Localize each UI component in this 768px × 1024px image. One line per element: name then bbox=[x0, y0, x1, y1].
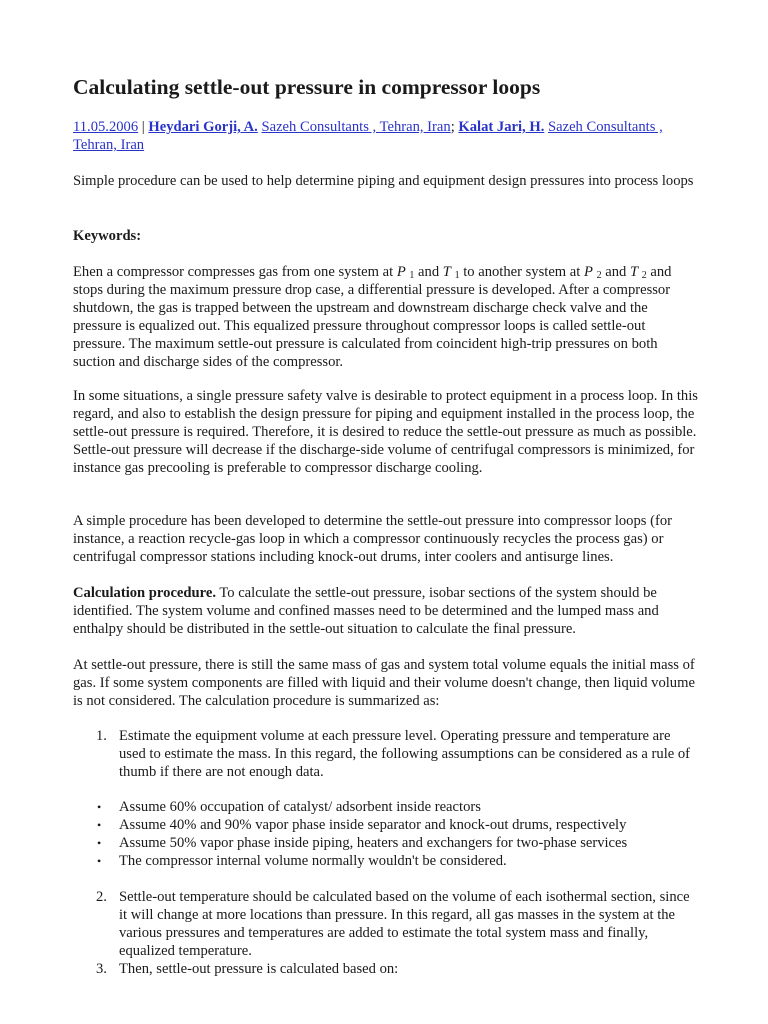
step-number: 3. bbox=[96, 961, 107, 977]
bullet-text: Assume 50% vapor phase inside piping, heaters and exchangers for two-phase services bbox=[119, 835, 628, 851]
author-link-2[interactable]: Kalat Jari, H. bbox=[458, 119, 545, 135]
paragraph-calculation-procedure: Calculation procedure. To calculate the settle-out pressure, isobar sections of the system should be identified. The system volume and confined masses need to be determined and the lumped mass and enthalpy should be distributed in the settle-out situation to calculate the final pressure. bbox=[73, 585, 659, 637]
step-text: Then, settle-out pressure is calculated based on: bbox=[119, 961, 399, 977]
step-number: 1. bbox=[96, 728, 107, 744]
step-number: 2. bbox=[96, 889, 107, 905]
paragraph-settle-out: At settle-out pressure, there is still the same mass of gas and system total volume equals the initial mass of gas. If some system components are filled with liquid and their volume doesn't change, then liquid volume is not considered. The calculation procedure is summarized as: bbox=[73, 657, 695, 709]
bullet-icon: • bbox=[97, 818, 102, 832]
bullet-icon: • bbox=[97, 800, 102, 814]
byline-semicolon: ; bbox=[450, 119, 455, 135]
date-link[interactable]: 11.05.2006 bbox=[73, 119, 139, 135]
calculation-procedure-lead: Calculation procedure. bbox=[73, 585, 216, 601]
paragraph-simple-procedure: A simple procedure has been developed to determine the settle-out pressure into compressor loops (for instance, a reaction recycle-gas loop in which a compressor continuously recycles the process gas) or centrifugal compressor stations including knock-out drums, inter coolers and antisurge lines. bbox=[73, 513, 672, 565]
step-text: Settle-out temperature should be calculated based on the volume of each isothermal section, since it will change at more locations than pressure. In this regard, all gas masses in the system at the various pressures and temperatures are added to estimate the total system mass and finally, equalized temperature. bbox=[119, 889, 690, 959]
summary: Simple procedure can be used to help determine piping and equipment design pressures into process loops bbox=[73, 173, 694, 189]
bullet-icon: • bbox=[97, 854, 102, 868]
bullet-text: The compressor internal volume normally wouldn't be considered. bbox=[119, 853, 507, 869]
bullet-text: Assume 60% occupation of catalyst/ adsorbent inside reactors bbox=[119, 799, 481, 815]
byline bbox=[73, 118, 703, 154]
step-text: Estimate the equipment volume at each pressure level. Operating pressure and temperature are used to estimate the mass. In this regard, the following assumptions can be considered as a rule of thumb if there are not enough data. bbox=[119, 728, 691, 780]
byline-separator: | bbox=[141, 119, 145, 135]
keywords-label: Keywords: bbox=[73, 228, 142, 244]
paragraph-intro: Ehen a compressor compresses gas from one system at P $_1$ and T $_1$ to another system at P $_2$ and T $_2$ and stops during the maximum pressure drop case, a differential pressure is developed. After a compressor shutdown, the gas is trapped between the upstream and downstream discharge check valve and the pressure is equalized out. This equalized pressure throughout compressor loops is called settle-out pressure. The maximum settle-out pressure is calculated from coincident high-trip pressures on both suction and discharge sides of the compressor. bbox=[73, 264, 672, 370]
affiliation-link-1[interactable]: Sazeh Consultants , Tehran, Iran bbox=[261, 119, 451, 135]
bullet-text: Assume 40% and 90% vapor phase inside separator and knock-out drums, respectively bbox=[119, 817, 627, 833]
author-link-1[interactable]: Heydari Gorji, A. bbox=[148, 119, 258, 135]
affiliation-link-2[interactable]: Sazeh Consultants , Tehran, Iran bbox=[73, 119, 663, 153]
bullet-icon: • bbox=[97, 836, 102, 850]
paragraph-safety-valve: In some situations, a single pressure safety valve is desirable to protect equipment in a process loop. In this regard, and also to establish the design pressure for piping and equipment installed in the process loop, the settle-out pressure is required. Therefore, it is desired to reduce the settle-out pressure as much as possible. Settle-out pressure will decrease if the discharge-side volume of centrifugal compressors is minimized, for instance gas precooling is preferable to compressor discharge cooling. bbox=[73, 388, 698, 476]
page-title: Calculating settle-out pressure in compressor loops bbox=[73, 75, 541, 99]
